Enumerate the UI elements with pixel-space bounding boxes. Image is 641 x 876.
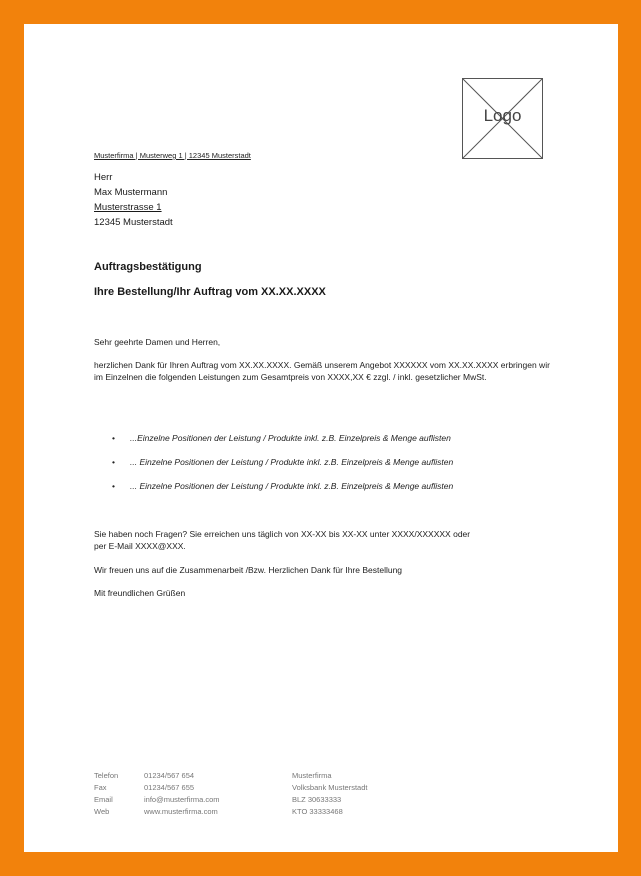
questions-line: Sie haben noch Fragen? Sie erreichen uns täglich von XX-XX bis XX-XX unter XXXX/XXXXXX oder bbox=[94, 529, 471, 539]
closing-paragraph: Wir freuen uns auf die Zusammenarbeit /Bzw. Herzlichen Dank für Ihre Bestellung bbox=[94, 565, 403, 575]
logo-label: Logo bbox=[483, 106, 522, 125]
footer-values bbox=[144, 770, 220, 818]
sender-return-address: Musterfirma | Musterweg 1 | 12345 Musterstadt bbox=[94, 151, 251, 160]
footer-label-web: Web bbox=[94, 807, 110, 816]
footer-bank: Volksbank Musterstadt bbox=[292, 783, 368, 792]
footer-fax: 01234/567 655 bbox=[144, 783, 195, 792]
recipient-salutation: Herr bbox=[94, 172, 113, 183]
footer-company-name: Musterfirma bbox=[292, 771, 332, 780]
recipient-name: Max Mustermann bbox=[94, 187, 168, 198]
footer-company bbox=[292, 770, 367, 818]
recipient-street: Musterstrasse 1 bbox=[94, 202, 162, 213]
footer-label-fax: Fax bbox=[94, 783, 107, 792]
recipient-city: 12345 Musterstadt bbox=[94, 217, 173, 228]
footer-phone: 01234/567 654 bbox=[144, 771, 195, 780]
footer-label-phone: Telefon bbox=[94, 771, 119, 780]
list-item-text: ... Einzelne Positionen der Leistung / Produkte inkl. z.B. Einzelpreis & Menge auflisten bbox=[130, 481, 454, 491]
greeting: Sehr geehrte Damen und Herren, bbox=[94, 337, 221, 347]
footer-web: www.musterfirma.com bbox=[144, 807, 218, 816]
footer-label-email: Email bbox=[94, 795, 113, 804]
letter-heading: Ihre Bestellung/Ihr Auftrag vom XX.XX.XXXX bbox=[94, 286, 326, 298]
logo-placeholder bbox=[462, 78, 543, 159]
list-item-text: ...Einzelne Positionen der Leistung / Produkte inkl. z.B. Einzelpreis & Menge auflisten bbox=[130, 433, 451, 443]
bullet-icon: • bbox=[112, 481, 115, 491]
footer-account: KTO 33333468 bbox=[292, 807, 343, 816]
footer-email: info@musterfirma.com bbox=[144, 795, 220, 804]
regards: Mit freundlichen Grüßen bbox=[94, 588, 186, 598]
list-item-text: ... Einzelne Positionen der Leistung / Produkte inkl. z.B. Einzelpreis & Menge auflisten bbox=[130, 457, 454, 467]
body-paragraph: herzlichen Dank für Ihren Auftrag vom XX.XX.XXXX. Gemäß unserem Angebot XXXXXX vom XX.XX.XXXX erbringen wir im Einzelnen die folgenden Leistungen zum Gesamtpreis von XXXX,XX € zzgl. / inkl. gesetzlicher MwSt. bbox=[94, 360, 550, 382]
footer-blz: BLZ 30633333 bbox=[292, 795, 342, 804]
footer-labels bbox=[94, 770, 118, 818]
bullet-icon: • bbox=[112, 457, 115, 467]
bullet-icon: • bbox=[112, 433, 115, 443]
letter-subject: Auftragsbestätigung bbox=[94, 261, 202, 273]
list-item bbox=[112, 481, 453, 491]
list-item bbox=[112, 433, 451, 443]
questions-email-line: per E-Mail XXXX@XXX. bbox=[94, 541, 186, 551]
list-item bbox=[112, 457, 453, 467]
letter-page bbox=[24, 24, 618, 852]
